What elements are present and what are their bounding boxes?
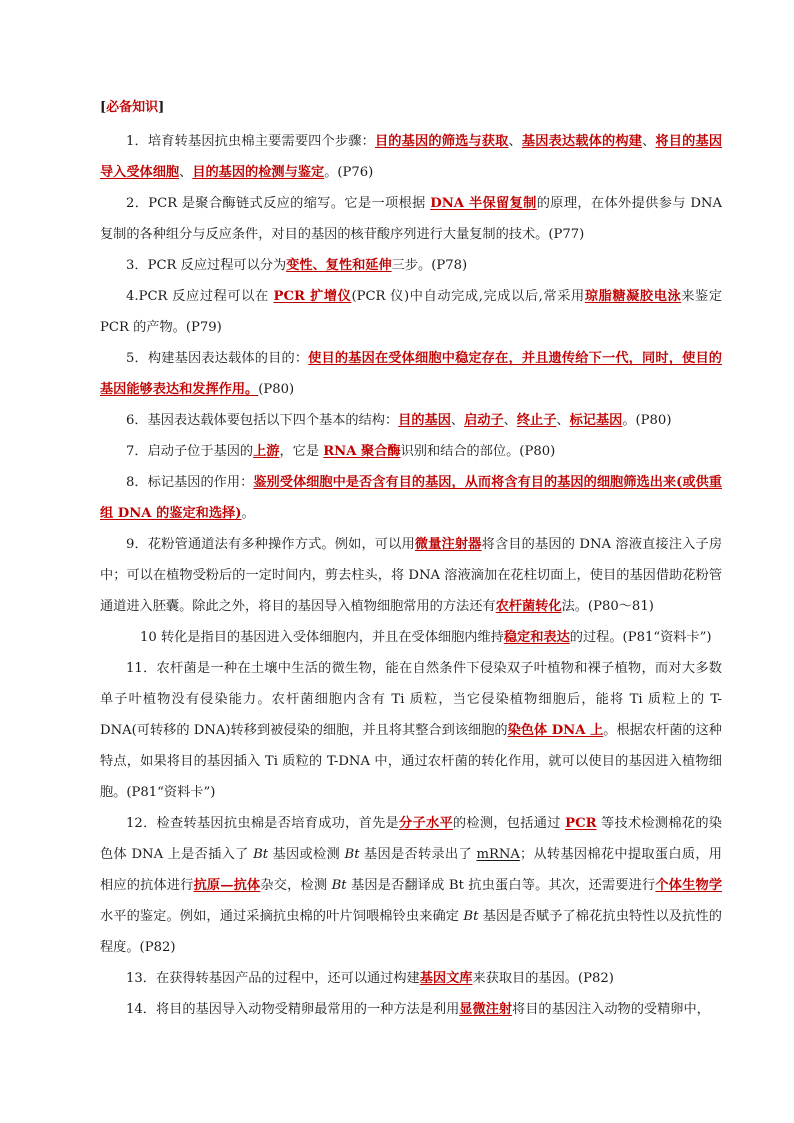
section-bracket-open: [ (100, 100, 107, 115)
body-text: (PCR 仪)中自动完成,完成以后,常采用 (351, 289, 585, 304)
body-text: 水平的鉴定。例如，通过采摘抗虫棉的叶片饲喂棉铃虫来确定 (100, 909, 464, 924)
knowledge-item-13 (100, 963, 722, 994)
gene-name: Bt (344, 847, 360, 862)
body-text: 将目的基因注入动物的受精卵中， (512, 1002, 710, 1017)
body-text: 基因或检测 (268, 847, 345, 862)
key-term: PCR (565, 816, 597, 831)
body-text: 、 (508, 134, 522, 149)
key-term: 变性、复性和延伸 (286, 258, 392, 273)
knowledge-item-10 (100, 622, 722, 653)
body-text: 、 (503, 413, 517, 428)
body-text: 9．花粉管通道法有多种操作方式。例如，可以用 (126, 537, 415, 552)
body-text: 10 转化是指目的基因进入受体细胞内，并且在受体细胞内维持 (140, 630, 504, 645)
knowledge-item-5 (100, 343, 722, 405)
body-text: 基因是否赋予了棉花抗虫特性以及抗性的程度。(P82) (100, 909, 722, 955)
gene-name: Bt (253, 847, 269, 862)
key-term: 终止子 (516, 413, 557, 428)
body-text: 。 (241, 506, 255, 521)
key-term: 目的基因的检测与鉴定 (192, 165, 325, 180)
knowledge-item-6 (100, 405, 722, 436)
body-text: 基因是否转录出了 (359, 847, 477, 862)
knowledge-item-1 (100, 126, 722, 188)
body-text: 8．标记基因的作用： (126, 475, 254, 490)
body-text: 11．农杆菌是一种在土壤中生活的微生物，能在自然条件下侵染双子叶植物和裸子植物，而对大多数单子叶植物没有侵染能力。农杆菌细胞内含有 Ti 质粒，当它侵染植物细胞后，能将 Ti 质粒上的 T-DNA(可转移的 DNA)转移到被侵染的细胞，并且将其整合到该细胞的 (100, 661, 722, 738)
body-text: (P80) (258, 382, 295, 397)
body-text: 14．将目的基因导入动物受精卵最常用的一种方法是利用 (126, 1002, 460, 1017)
key-term: 微量注射器 (414, 537, 482, 552)
key-term: 基因表达载体的构建 (521, 134, 643, 149)
knowledge-item-7 (100, 436, 722, 467)
section-title-text: 必备知识 (106, 100, 159, 115)
section-bracket-close: ] (158, 100, 165, 115)
body-text: 1．培育转基因抗虫棉主要需要四个步骤： (126, 134, 375, 149)
knowledge-list (100, 126, 722, 1025)
knowledge-item-4 (100, 281, 722, 343)
body-text: 2．PCR 是聚合酶链式反应的缩写。它是一项根据 (126, 196, 431, 211)
body-text: 三步。(P78) (391, 258, 468, 273)
key-term: DNA 半保留复制 (430, 196, 537, 211)
body-text: 的原理，在体外提供参与 DNA 复制的各种组分与反应条件，对目的基因的核苷酸序列进行大量复制的技术。(P77) (100, 196, 722, 242)
body-text: 13．在获得转基因产品的过程中，还可以通过构建 (126, 971, 420, 986)
body-text: 6．基因表达载体要包括以下四个基本的结构： (126, 413, 399, 428)
key-term: PCR 扩增仪 (273, 289, 352, 304)
body-text: 5．构建基因表达载体的目的： (126, 351, 309, 366)
key-term: 目的基因的筛选与获取 (374, 134, 509, 149)
body-text: 法。(P80～81) (561, 599, 654, 614)
key-term: 将目的基因导入受体细胞 (100, 134, 723, 180)
body-text: 3．PCR 反应过程可以分为 (126, 258, 287, 273)
body-text: 、 (450, 413, 465, 428)
body-text: 4.PCR 反应过程可以在 (126, 289, 274, 304)
key-term: 基因文库 (419, 971, 473, 986)
knowledge-item-2 (100, 188, 722, 250)
body-text: ，它是 (279, 444, 324, 459)
knowledge-item-11 (100, 653, 722, 808)
key-term: 显微注射 (459, 1002, 513, 1017)
gene-name: Bt (331, 878, 347, 893)
key-term: 目的基因 (398, 413, 451, 428)
body-text: ；从转基因棉花中提取蛋白质，用相应的抗体进行 (100, 847, 722, 893)
body-text: 7．启动子位于基因的 (126, 444, 254, 459)
body-text: 、 (642, 134, 656, 149)
key-term: RNA 聚合酶 (323, 444, 401, 459)
key-term: 分子水平 (399, 816, 453, 831)
body-text: 来鉴定 PCR 的产物。(P79) (100, 289, 723, 335)
key-term: 标记基因 (569, 413, 623, 428)
body-text: 基因是否翻译成 Bt 抗虫蛋白等。其次，还需要进行 (346, 878, 656, 893)
body-text: 的检测，包括通过 (452, 816, 566, 831)
body-text: 来获取目的基因。(P82) (472, 971, 614, 986)
key-term: 稳定和表达 (503, 630, 570, 645)
body-text: 、 (556, 413, 570, 428)
gene-name: Bt (463, 909, 479, 924)
key-term: 染色体 DNA 上 (507, 723, 604, 738)
underlined-term: mRNA (476, 847, 520, 862)
knowledge-item-3 (100, 250, 722, 281)
knowledge-item-14 (100, 994, 722, 1025)
body-text: 。(P80) (622, 413, 672, 428)
key-term: 上游 (253, 444, 280, 459)
body-text: 的过程。(P81“资料卡”) (569, 630, 712, 645)
knowledge-item-9 (100, 529, 722, 622)
document-page (100, 98, 722, 1025)
body-text: 12．检查转基因抗虫棉是否培育成功，首先是 (126, 816, 400, 831)
body-text: 杂交，检测 (260, 878, 332, 893)
key-term: 鉴别受体细胞中是否含有目的基因，从而将含有目的基因的细胞筛选出来(或供重组 DNA 的鉴定和选择) (100, 475, 722, 521)
body-text: 将含目的基因的 DNA 溶液直接注入子房中；可以在植物受粉后的一定时间内，剪去柱头，将 DNA 溶液滴加在花柱切面上，使目的基因借助花粉管通道进入胚囊。除此之外，将目的基因导入植物细胞常用的方法还有 (100, 537, 723, 614)
body-text: 、 (179, 165, 193, 180)
body-text: 等技术检测棉花的染色体 DNA 上是否插入了 (100, 816, 722, 862)
body-text: 。根据农杆菌的这种特点，如果将目的基因插入 Ti 质粒的 T-DNA 中，通过农杆菌的转化作用，就可以使目的基因进入植物细胞。(P81“资料卡”) (100, 723, 722, 800)
key-term: 启动子 (464, 413, 504, 428)
knowledge-item-8 (100, 467, 722, 529)
key-term: 使目的基因在受体细胞中稳定存在，并且遗传给下一代，同时，使目的基因能够表达和发挥作用。 (100, 351, 722, 397)
key-term: 农杆菌转化 (495, 599, 562, 614)
body-text: 识别和结合的部位。(P80) (400, 444, 556, 459)
section-title (100, 98, 722, 118)
knowledge-item-12 (100, 808, 722, 963)
key-term: 琼脂糖凝胶电泳 (584, 289, 682, 304)
key-term: 个体生物学 (655, 878, 723, 893)
body-text: 。(P76) (324, 165, 374, 180)
key-term: 抗原—抗体 (193, 878, 261, 893)
